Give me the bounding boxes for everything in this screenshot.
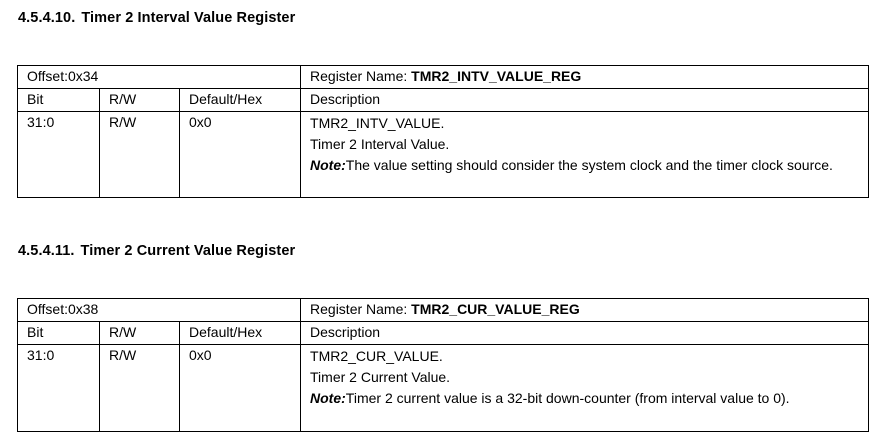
cell-rw: R/W [100,345,180,432]
section-title: Timer 2 Current Value Register [80,243,296,259]
note-text: Timer 2 current value is a 32-bit down-counter (from interval value to 0). [345,390,790,406]
note-label: Note: [310,390,346,406]
column-header-row [18,89,869,112]
column-header-row [18,322,869,345]
register-name-label: Register Name: [310,301,412,317]
register-name-label: Register Name: [310,68,412,84]
cell-default: 0x0 [180,112,301,198]
register-name: TMR2_INTV_VALUE_REG [411,68,582,84]
cell-description [301,345,869,432]
column-header-default: Default/Hex [180,322,301,345]
register-table [17,65,869,198]
cell-default: 0x0 [180,345,301,432]
note-label: Note: [310,157,346,173]
column-header-description: Description [301,89,869,112]
description-note [310,155,860,176]
description-field-name: TMR2_CUR_VALUE. [310,348,443,364]
column-header-rw: R/W [100,89,180,112]
offset-cell: Offset:0x34 [18,66,301,89]
register-name-cell [301,299,869,322]
description-summary: Timer 2 Current Value. [310,369,451,385]
section-heading [18,243,295,259]
section-heading [18,10,295,26]
table-header-row [18,299,869,322]
register-name-cell [301,66,869,89]
table-header-row [18,66,869,89]
column-header-rw: R/W [100,322,180,345]
column-header-bit: Bit [18,322,100,345]
cell-bit: 31:0 [18,112,100,198]
column-header-bit: Bit [18,89,100,112]
description-note [310,388,860,409]
cell-description [301,112,869,198]
table-row [18,345,869,432]
cell-bit: 31:0 [18,345,100,432]
note-text: The value setting should consider the system clock and the timer clock source. [345,157,833,173]
offset-cell: Offset:0x38 [18,299,301,322]
register-table [17,298,869,432]
register-name: TMR2_CUR_VALUE_REG [411,301,580,317]
column-header-default: Default/Hex [180,89,301,112]
section-number: 4.5.4.11. [18,243,75,259]
section-number: 4.5.4.10. [18,10,76,26]
description-field-name: TMR2_INTV_VALUE. [310,115,445,131]
section-title: Timer 2 Interval Value Register [81,10,296,26]
table-row [18,112,869,198]
description-summary: Timer 2 Interval Value. [310,136,450,152]
column-header-description: Description [301,322,869,345]
cell-rw: R/W [100,112,180,198]
